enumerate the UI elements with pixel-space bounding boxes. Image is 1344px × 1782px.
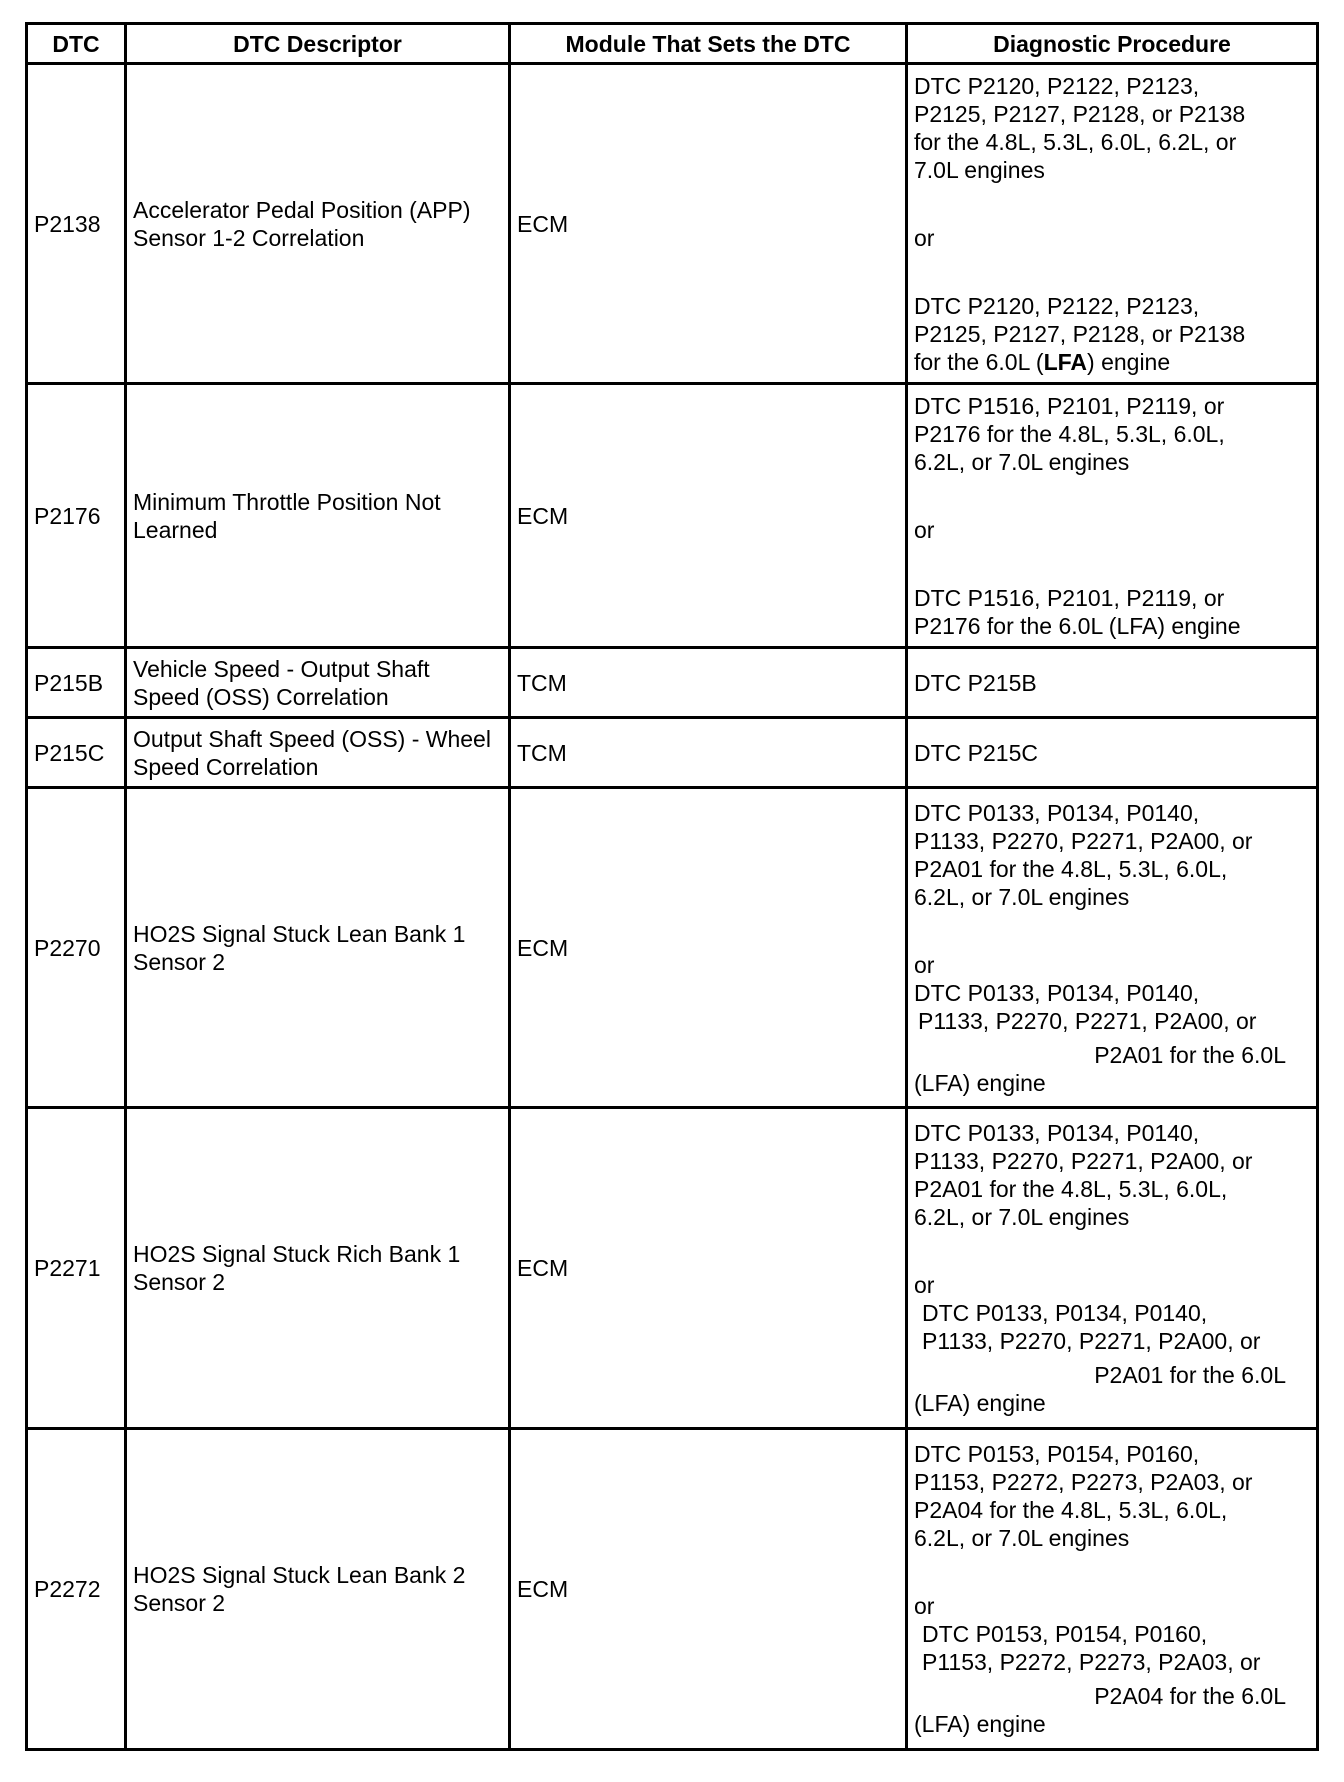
dtc-code: P2176 [27, 384, 126, 648]
procedure-line: P1133, P2270, P2271, P2A00, or [918, 1007, 1257, 1034]
table-row [27, 1429, 1318, 1750]
dtc-table [25, 22, 1319, 1751]
table-row [27, 64, 1318, 384]
table-row [27, 1108, 1318, 1429]
dtc-code: P215B [27, 648, 126, 718]
procedure-line: P2A04 for the 4.8L, 5.3L, 6.0L, [914, 1497, 1228, 1523]
header-module: Module That Sets the DTC [510, 24, 907, 64]
procedure-line: (LFA) engine [914, 1390, 1046, 1416]
dtc-code: P215C [27, 718, 126, 788]
procedure-line: DTC P0133, P0134, P0140, [914, 979, 1200, 1006]
diagnostic-procedure [907, 1108, 1318, 1429]
procedure-text: for the 6.0L ( [914, 348, 1044, 375]
module: ECM [510, 788, 907, 1108]
procedure-or: or [914, 951, 935, 978]
module: TCM [510, 648, 907, 718]
procedure-or: or [914, 224, 935, 251]
diagnostic-procedure [907, 788, 1318, 1108]
module: ECM [510, 1108, 907, 1429]
diagnostic-procedure: DTC P215B [907, 648, 1318, 718]
procedure-line: DTC P0133, P0134, P0140, [914, 1120, 1200, 1146]
dtc-descriptor: HO2S Signal Stuck Lean Bank 1 Sensor 2 [126, 788, 510, 1108]
procedure-line: P1133, P2270, P2271, P2A00, or [914, 1148, 1253, 1174]
table-row [27, 384, 1318, 648]
diagnostic-procedure [907, 1429, 1318, 1750]
procedure-line: P1133, P2270, P2271, P2A00, or [922, 1328, 1261, 1354]
header-dtc: DTC [27, 24, 126, 64]
procedure-line: 6.2L, or 7.0L engines [914, 1525, 1130, 1551]
dtc-code: P2270 [27, 788, 126, 1108]
procedure-line: P2125, P2127, P2128, or P2138 [914, 320, 1246, 347]
procedure-line: DTC P0153, P0154, P0160, [922, 1621, 1208, 1647]
procedure-line: P1133, P2270, P2271, P2A00, or [914, 827, 1253, 854]
procedure-line: P2A01 for the 6.0L [1094, 1041, 1286, 1068]
procedure-or: or [914, 1272, 935, 1298]
diagnostic-procedure: DTC P215C [907, 718, 1318, 788]
procedure-line: P2176 for the 6.0L (LFA) engine [914, 612, 1241, 639]
diagnostic-procedure [907, 384, 1318, 648]
procedure-line: 6.2L, or 7.0L engines [914, 448, 1130, 475]
procedure-or: or [914, 516, 935, 543]
procedure-line: (LFA) engine [914, 1069, 1046, 1096]
header-row [27, 24, 1318, 64]
module: ECM [510, 64, 907, 384]
procedure-line: DTC P0133, P0134, P0140, [922, 1300, 1208, 1326]
dtc-descriptor: Vehicle Speed - Output Shaft Speed (OSS) Correlation [126, 648, 510, 718]
procedure-line: P2A01 for the 4.8L, 5.3L, 6.0L, [914, 855, 1228, 882]
procedure-line: P2A01 for the 6.0L [1094, 1362, 1286, 1388]
procedure-or: or [914, 1593, 935, 1619]
table-row [27, 648, 1318, 718]
table-row [27, 718, 1318, 788]
procedure-line: DTC P1516, P2101, P2119, or [914, 584, 1225, 611]
procedure-line: DTC P2120, P2122, P2123, [914, 292, 1200, 319]
procedure-line: DTC P0153, P0154, P0160, [914, 1441, 1200, 1467]
dtc-descriptor: Minimum Throttle Position Not Learned [126, 384, 510, 648]
procedure-line: DTC P0133, P0134, P0140, [914, 799, 1200, 826]
header-procedure: Diagnostic Procedure [907, 24, 1318, 64]
procedure-line: (LFA) engine [914, 1711, 1046, 1737]
dtc-code: P2271 [27, 1108, 126, 1429]
procedure-line: 6.2L, or 7.0L engines [914, 883, 1130, 910]
procedure-line [914, 348, 1310, 376]
module: ECM [510, 384, 907, 648]
procedure-line: P1153, P2272, P2273, P2A03, or [922, 1649, 1261, 1675]
procedure-line: DTC P1516, P2101, P2119, or [914, 392, 1225, 419]
procedure-line: for the 4.8L, 5.3L, 6.0L, 6.2L, or [914, 128, 1237, 155]
dtc-descriptor: Output Shaft Speed (OSS) - Wheel Speed Correlation [126, 718, 510, 788]
procedure-line: P1153, P2272, P2273, P2A03, or [914, 1469, 1253, 1495]
dtc-descriptor: Accelerator Pedal Position (APP) Sensor 1-2 Correlation [126, 64, 510, 384]
procedure-line: DTC P2120, P2122, P2123, [914, 72, 1200, 99]
procedure-line: 6.2L, or 7.0L engines [914, 1204, 1130, 1230]
dtc-descriptor: HO2S Signal Stuck Lean Bank 2 Sensor 2 [126, 1429, 510, 1750]
table-row [27, 788, 1318, 1108]
dtc-code: P2138 [27, 64, 126, 384]
module: ECM [510, 1429, 907, 1750]
procedure-line: P2A01 for the 4.8L, 5.3L, 6.0L, [914, 1176, 1228, 1202]
dtc-descriptor: HO2S Signal Stuck Rich Bank 1 Sensor 2 [126, 1108, 510, 1429]
procedure-line: 7.0L engines [914, 156, 1045, 183]
procedure-line: P2A04 for the 6.0L [1094, 1683, 1286, 1709]
module: TCM [510, 718, 907, 788]
diagnostic-procedure [907, 64, 1318, 384]
procedure-line: P2125, P2127, P2128, or P2138 [914, 100, 1246, 127]
procedure-line: P2176 for the 4.8L, 5.3L, 6.0L, [914, 420, 1225, 447]
procedure-engine-code: LFA [1043, 348, 1088, 375]
procedure-text: ) engine [1087, 348, 1171, 375]
dtc-code: P2272 [27, 1429, 126, 1750]
header-descriptor: DTC Descriptor [126, 24, 510, 64]
